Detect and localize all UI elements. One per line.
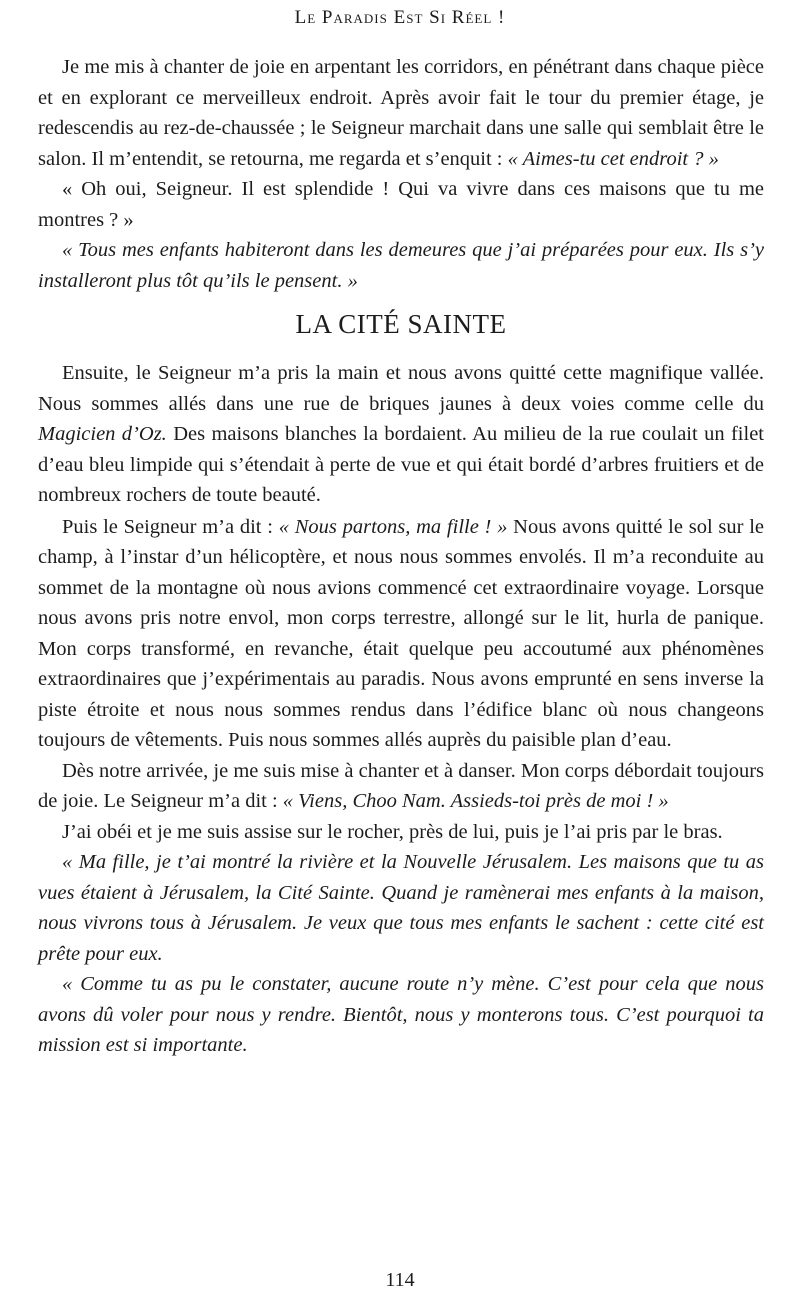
page-number: 114 xyxy=(385,1269,415,1291)
paragraph-5 xyxy=(38,512,764,756)
paragraph-4 xyxy=(38,358,764,511)
paragraph-1 xyxy=(38,52,764,174)
paragraph-8 xyxy=(38,847,764,969)
paragraph-3 xyxy=(38,235,764,296)
paragraph-4-text-a: Ensuite, le Seigneur m’a pris la main et nous avons quitté cette magnifique vallée. Nous sommes allés dans une rue de briques jaunes à deux voies comme celle du xyxy=(38,362,764,415)
paragraph-1-text: Je me mis à chanter de joie en arpentant les corridors, en pénétrant dans chaque pièce et en explorant ce merveilleux endroit. Après avoir fait le tour du premier étage, je redescendis au rez-de-chaussée ; le Seigneur marchait dans une salle qui semblait être le salon. Il m’entendit, se retourna, me regarda et s’enquit : xyxy=(38,56,764,170)
paragraph-6 xyxy=(38,756,764,817)
paragraph-6-italic: « Viens, Choo Nam. Assieds-toi près de moi ! » xyxy=(282,790,669,812)
running-head: Le Paradis Est Si Réel ! xyxy=(294,7,506,28)
paragraph-3-italic: « Tous mes enfants habiteront dans les demeures que j’ai préparées pour eux. Ils s’y installeront plus tôt qu’ils le pensent. » xyxy=(38,239,764,292)
paragraph-2-text: « Oh oui, Seigneur. Il est splendide ! Qui va vivre dans ces maisons que tu me montres ? » xyxy=(38,178,764,231)
paragraph-9-italic: « Comme tu as pu le constater, aucune route n’y mène. C’est pour cela que nous avons dû voler pour nous y rendre. Bientôt, nous y monterons tous. C’est pourquoi ta mission est si importante. xyxy=(38,973,764,1056)
paragraph-6-text: Dès notre arrivée, je me suis mise à chanter et à danser. Mon corps débordait toujours de joie. Le Seigneur m’a dit : xyxy=(38,759,764,812)
section-title: LA CITÉ SAINTE xyxy=(295,309,507,339)
paragraph-9 xyxy=(38,969,764,1061)
paragraph-1-italic: « Aimes-tu cet endroit ? » xyxy=(507,147,719,170)
body-text xyxy=(38,52,764,1061)
paragraph-7-text: J’ai obéi et je me suis assise sur le rocher, près de lui, puis je l’ai pris par le bras. xyxy=(62,820,723,843)
paragraph-2 xyxy=(38,174,764,235)
paragraph-5-text-b: Nous avons quitté le sol sur le champ, à l’instar d’un hélicoptère, et nous nous sommes envolés. Il m’a reconduite au sommet de la montagne où nous avions commencé cet extraordinaire voyage. Lorsque nous avons pris notre envol, mon corps terrestre, allongé sur le lit, hurla de panique. Mon corps transformé, en revanche, était quelque peu accoutumé aux phénomènes extraordinaires que j’expérimentais au paradis. Nous avons emprunté en sens inverse la piste étroite et nous nous sommes rendus dans l’édifice blanc où nous changeons toujours de vêtements. Puis nous sommes allés auprès du paisible plan d’eau. xyxy=(38,515,764,751)
paragraph-4-text-b: Des maisons blanches la bordaient. Au milieu de la rue coulait un filet d’eau bleu limpide qui s’étendait à perte de vue et qui était bordé d’arbres fruitiers et de nombreux rochers de toute beauté. xyxy=(38,423,764,506)
paragraph-5-italic: « Nous partons, ma fille ! » xyxy=(278,515,508,538)
paragraph-7 xyxy=(38,817,764,848)
paragraph-8-italic: « Ma fille, je t’ai montré la rivière et la Nouvelle Jérusalem. Les maisons que tu as vues étaient à Jérusalem, la Cité Sainte. Quand je ramènerai mes enfants à la maison, nous vivrons tous à Jérusalem. Je veux que tous mes enfants le sachent : cette cité est prête pour eux. xyxy=(38,851,764,965)
paragraph-4-italic: Magicien d’Oz. xyxy=(38,423,167,445)
paragraph-5-text-a: Puis le Seigneur m’a dit : xyxy=(62,515,279,538)
